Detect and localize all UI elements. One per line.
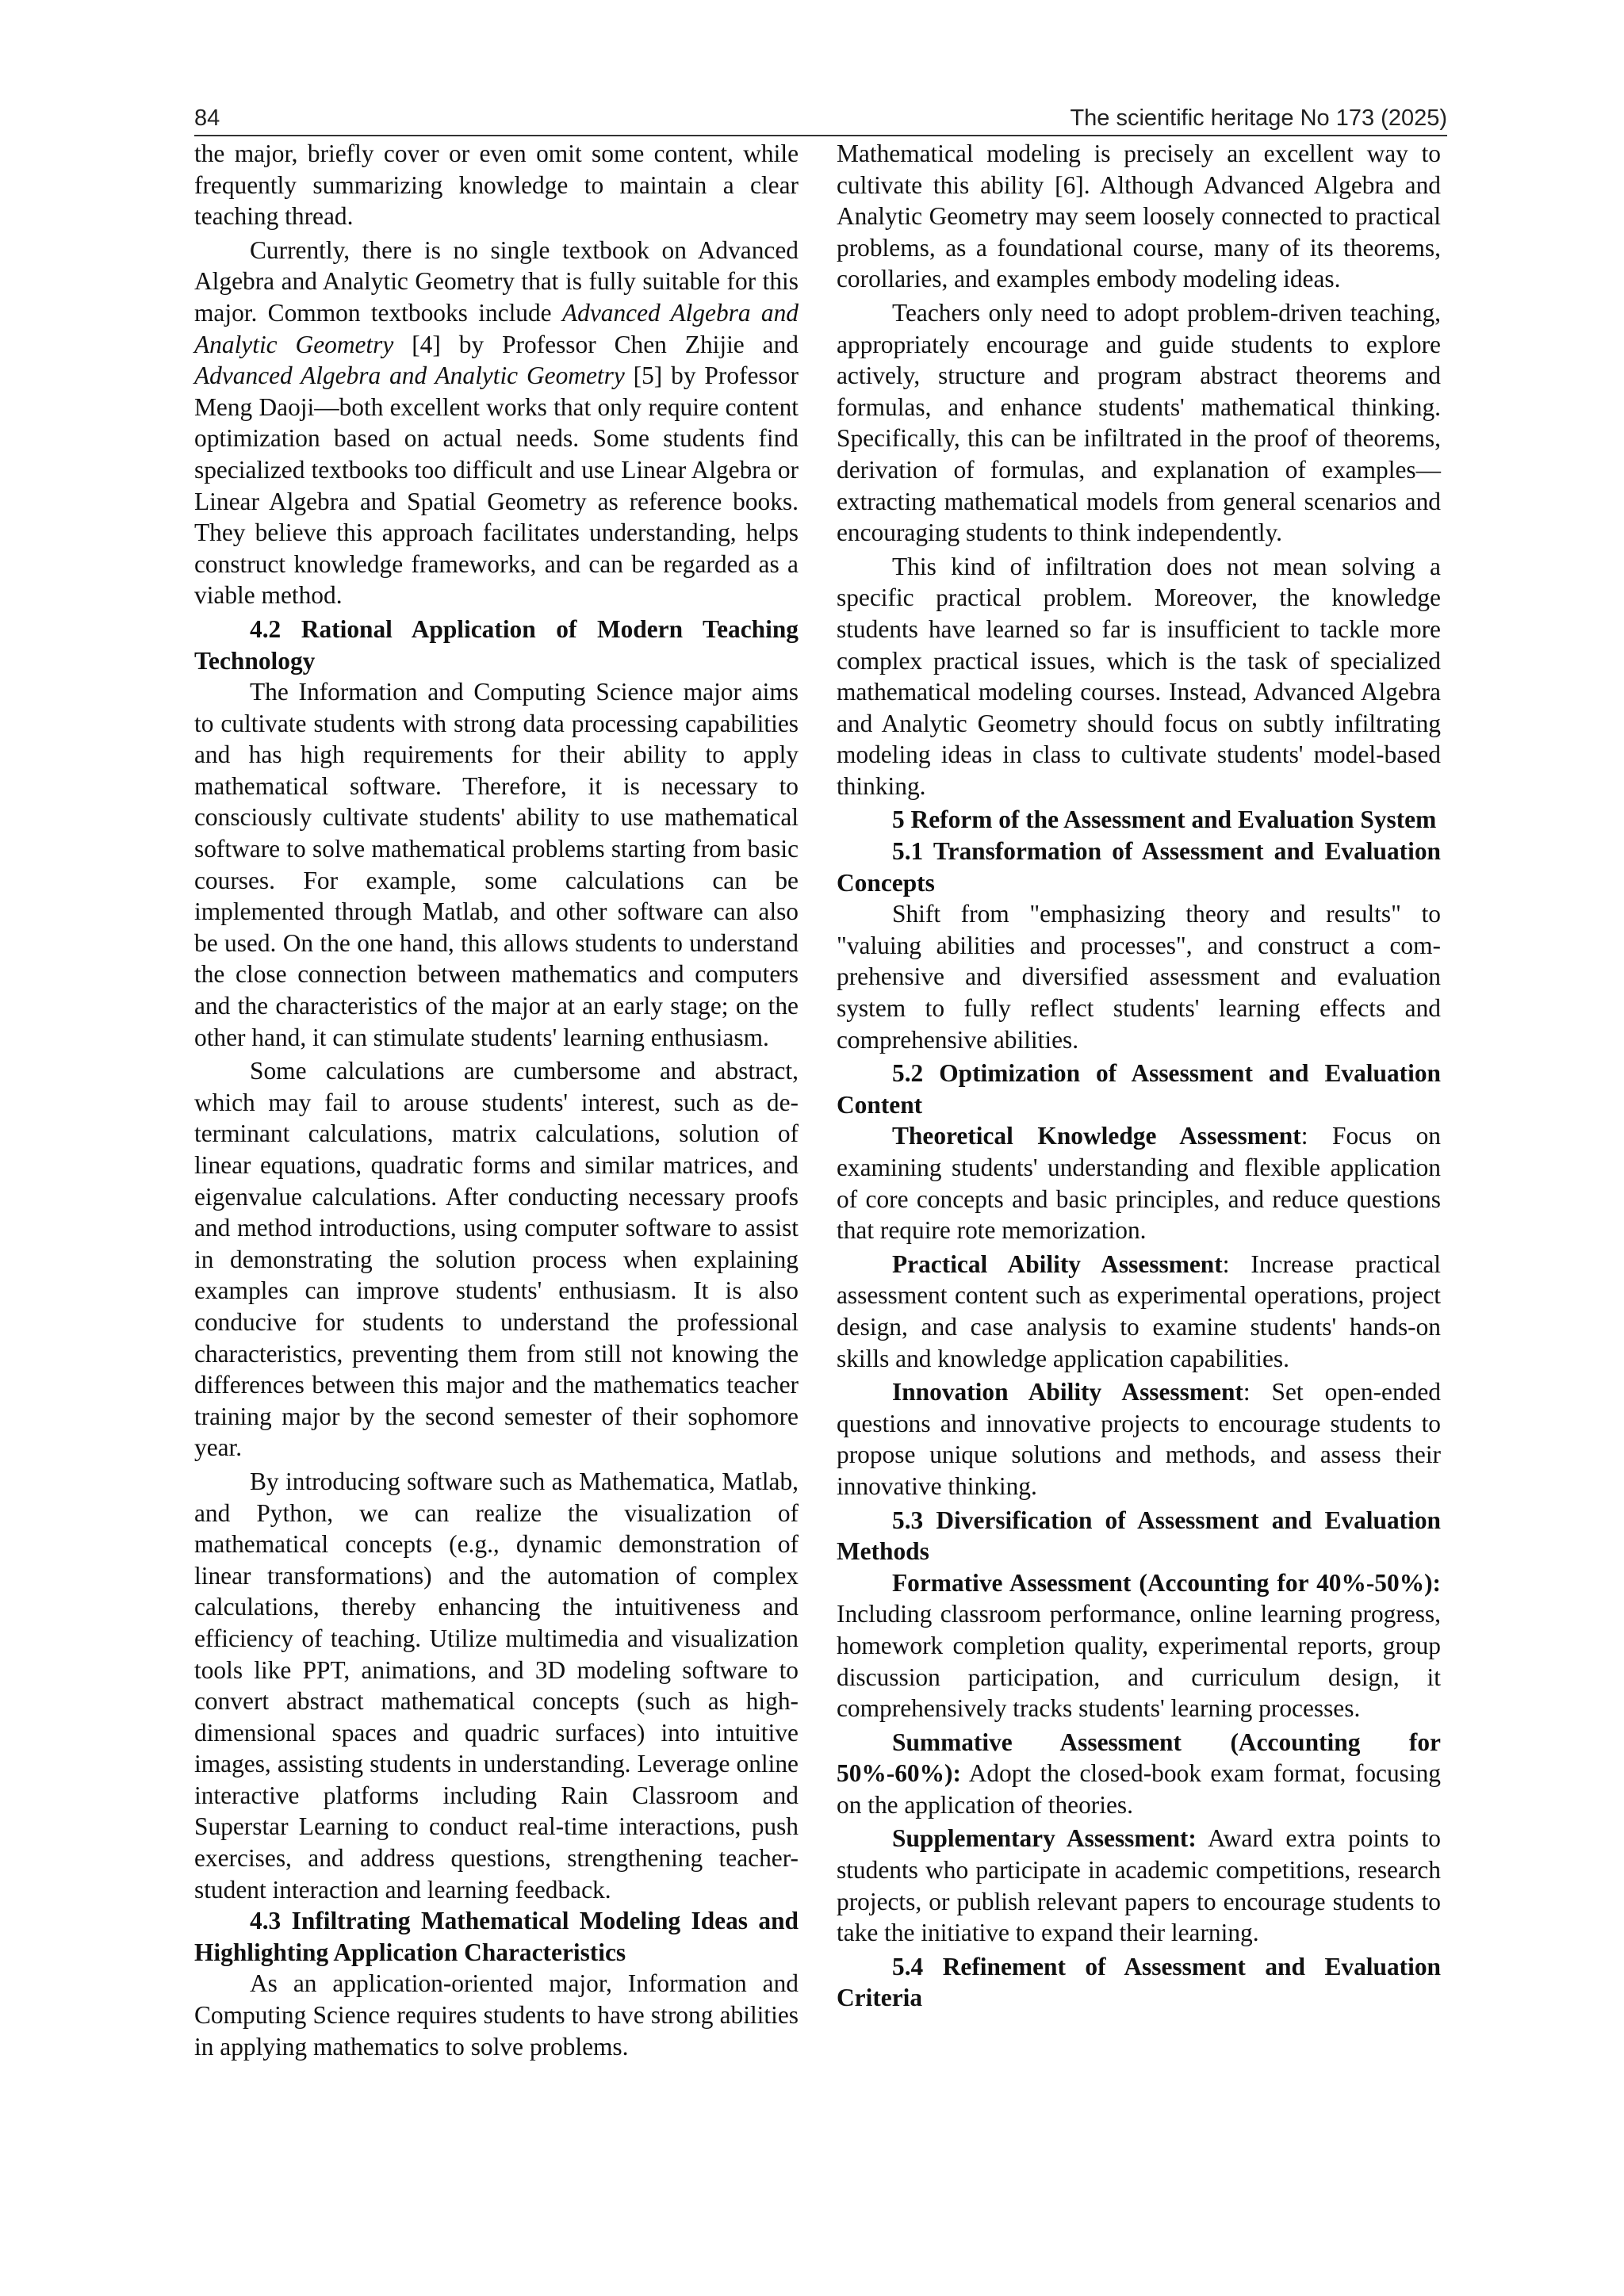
paragraph [837,1567,1441,1724]
paragraph [837,1823,1441,1948]
section-heading-5-2: 5.2 Optimization of Assessment and Evaluation Content [837,1059,1441,1119]
paragraph: As an application-oriented major, Information and Computing Science requires students to have strong abilities in applying mathematics to solve problems. [194,1969,799,2061]
text-run: : Increase practical assessment content such as experimental operations, project design, and case analysis to examine students' hands-on skills and knowledge application capabilities. [837,1249,1441,1372]
lead-term: Theoretical Knowledge Assessment [892,1122,1301,1150]
text-run: Including classroom performance, online learning progress, homework completion quality, experimental reports, group discussion participation, and curriculum design, it comprehensively tracks students' learning processes. [837,1600,1441,1723]
paragraph [837,1120,1441,1246]
paragraph: This kind of infiltration does not mean solving a specific practical problem. Moreover, the knowledge students have learned so far is insufficient to tackle more complex practical issues, which is the task of specialized mathematical modeling courses. Instead, Advanced Algebra and Analytic Geometry should focus on subtly infiltrating modeling ideas in class to cultivate students' model-based thinking. [837,552,1441,800]
text-run: [4] by Professor Chen Zhijie and [393,330,799,358]
page-number: 84 [194,105,220,131]
text-run: Award extra points to students who participate in academic competitions, research projects, or publish relevant papers to encourage students to take the initiative to expand their learning. [837,1824,1441,1947]
page-header [194,95,1447,136]
paragraph: the major, briefly cover or even omit some content, while frequently summarizing knowledge to maintain a clear teaching thread. [194,140,799,231]
book-title: Advanced Algebra and Analytic Geometry [194,298,799,358]
lead-term: Innovation Ability Assessment [892,1378,1243,1406]
section-heading-5-4: 5.4 Refinement of Assessment and Evaluation Criteria [837,1952,1441,2012]
journal-title: The scientific heritage No 173 (2025) [1070,105,1447,131]
text-run: : Set open-ended questions and innovative projects to encourage students to propose unique solutions and methods, and assess their innovative thinking. [837,1378,1441,1500]
section-heading-5-3: 5.3 Diversification of Assessment and Evaluation Methods [837,1506,1441,1566]
paragraph [837,1376,1441,1502]
lead-term: Supplementary Assessment: [892,1824,1197,1853]
right-column [837,138,1441,2014]
lead-term: Summative Assessment (Accounting for 50%-60%): [837,1728,1441,1788]
lead-term: Practical Ability Assessment [892,1249,1223,1278]
lead-term: Formative Assessment (Accounting for 40%-50%): [892,1568,1441,1597]
section-heading-4-2: 4.2 Rational Application of Modern Teaching Technology [194,614,799,675]
section-heading-5-1: 5.1 Transformation of Assessment and Evaluation Concepts [837,837,1441,897]
text-run: Adopt the closed-book exam format, focusing on the application of theories. [837,1759,1441,1819]
paragraph: Mathematical modeling is precisely an excellent way to cultivate this ability [6]. Although Advanced Algebra and Analytic Geometry may seem loosely connected to practical problems, as a foundational course, many of its theorems, corollaries, and examples embody modeling ideas. [837,140,1441,293]
paragraph: Shift from "emphasizing theory and results" to "valuing abilities and processes", and construct a comprehensive and diversified assessment and evaluation system to fully reflect students' learning effects and comprehensive abilities. [837,900,1441,1054]
text-run: : Focus on examining students' understanding and flexible application of core concepts and basic principles, and reduce questions that require rote memorization. [837,1122,1441,1245]
section-heading-5: 5 Reform of the Assessment and Evaluation System [892,806,1437,834]
paragraph: Teachers only need to adopt problem-driven teaching, appropriately encourage and guide students to explore actively, structure and program abstract theorems and formulas, and enhance students' mathematical thinking. Specifically, this can be infiltrated in the proof of theorems, derivation of formulas, and explanation of examples—extracting mathematical models from general scenarios and encouraging students to think independently. [837,298,1441,547]
left-column [194,138,799,2062]
book-title: Advanced Algebra and Analytic Geometry [194,362,625,390]
paragraph [837,1727,1441,1821]
paragraph: By introducing software such as Mathematica, Matlab, and Python, we can realize the visualization of mathematical concepts (e.g., dynamic demonstration of linear transformations) and the automation of complex calculations, thereby enhancing the intuitiveness and efficiency of teaching. Utilize multimedia and visualization tools like PPT, animations, and 3D modeling software to convert abstract mathematical concepts (such as high-dimensional spaces and quadric surfaces) into intuitive images, assisting students in understanding. Leverage online interactive platforms including Rain Classroom and Superstar Learning to conduct real-time interactions, push exercises, and address questions, strengthening teacher-student interaction and learning feedback. [194,1467,799,1904]
section-heading-4-3: 4.3 Infiltrating Mathematical Modeling Ideas and Highlighting Application Characteristics [194,1907,799,1966]
paragraph [837,1249,1441,1374]
paragraph-textbooks [194,235,799,611]
text-run: Currently, there is no single textbook on Advanced Algebra and Analytic Geometry that is fully suitable for this major. Common textbooks include [194,235,799,327]
paragraph: Some calculations are cumbersome and abstract, which may fail to arouse students' interest, such as determinant calculations, matrix calculations, solution of linear equations, quadratic forms and similar matrices, and eigenvalue calculations. After conducting necessary proofs and method introductions, using computer software to assist in demonstrating the solution process when explaining examples can improve students' enthusiasm. It is also conducive for students to understand the professional characteristics, preventing them from still not knowing the differences between this major and the mathematics teacher training major by the second semester of their sophomore year. [194,1057,799,1462]
paragraph: The Information and Computing Science major aims to cultivate students with strong data processing capabilities and has high requirements for their ability to apply mathematical software. Therefore, it is necessary to consciously cultivate students' ability to use mathematical software to solve mathematical problems starting from basic courses. For example, some calculations can be implemented through Matlab, and other software can also be used. On the one hand, this allows students to understand the close connection between mathematics and computers and the characteristics of the major at an early stage; on the other hand, it can stimulate students' learning enthusiasm. [194,678,799,1051]
text-run: [5] by Professor Meng Daoji—both excellent works that only require content optimization based on actual needs. Some students find specialized textbooks too difficult and use Linear Algebra or Linear Algebra and Spatial Geometry as reference books. They believe this approach facilitates understanding, helps construct knowledge frameworks, and can be regarded as a viable method. [194,362,799,610]
